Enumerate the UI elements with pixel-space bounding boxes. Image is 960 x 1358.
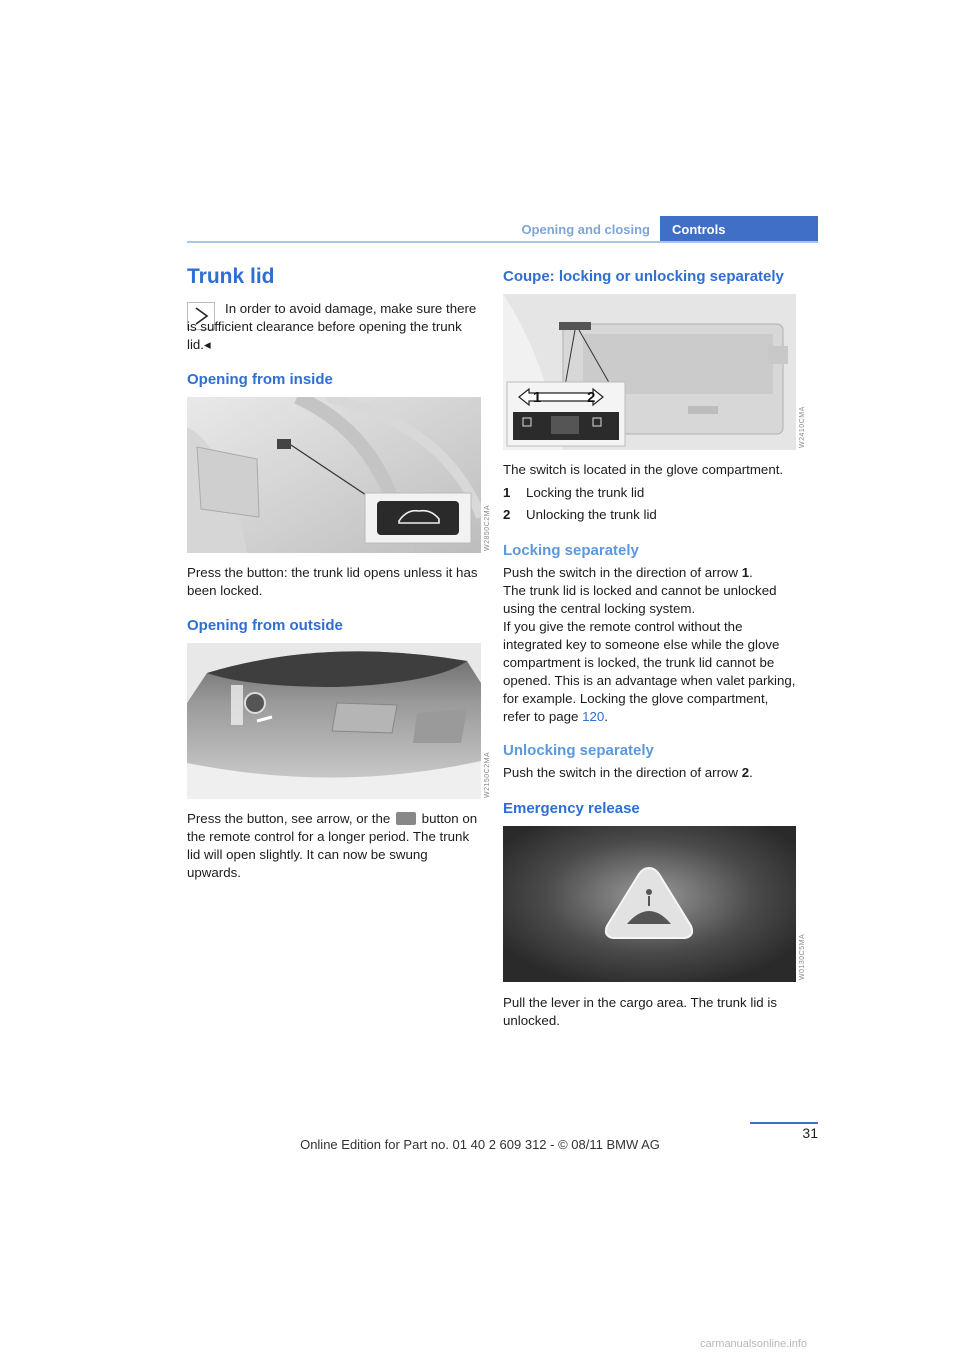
- heading-coupe: Coupe: locking or unlocking separately: [503, 268, 784, 285]
- locking-text: Push the switch in the direction of arrow 1. The trunk lid is locked and cannot be unlocked using the central locking system. If you give the remote control without the integrated key to someone else while the glove compartment is locked, the trunk lid cannot be opened. This is an advantage when valet parking, for example. Locking the glove compartment, refer to page 120.: [503, 565, 796, 724]
- page-number: 31: [802, 1125, 818, 1141]
- figure-inside-button: [187, 397, 481, 553]
- coupe-text: The switch is located in the glove compartment.: [503, 462, 784, 477]
- unlocking-text: Push the switch in the direction of arrow 2.: [503, 765, 753, 780]
- figure-code: W2150C2MA: [484, 751, 491, 798]
- figure-trunk-exterior: [187, 643, 481, 799]
- figure-emergency-release: [503, 826, 796, 982]
- callout-1: 1: [533, 389, 542, 406]
- figure-code: W2850C2MA: [484, 504, 491, 551]
- header-rule: [187, 241, 818, 243]
- coupe-item-2: 2 Unlocking the trunk lid: [503, 507, 657, 522]
- coupe-item-1: 1 Locking the trunk lid: [503, 485, 645, 500]
- callout-2: 2: [587, 389, 596, 406]
- edition-footer: Online Edition for Part no. 01 40 2 609 312 - © 08/11 BMW AG: [300, 1137, 660, 1152]
- running-section-title: Opening and closing: [521, 222, 650, 237]
- heading-unlocking: Unlocking separately: [503, 742, 654, 759]
- footer-rule: [750, 1122, 818, 1124]
- heading-emergency: Emergency release: [503, 800, 640, 817]
- figure-code: W0130C5MA: [799, 933, 806, 980]
- remote-trunk-button-icon: [396, 812, 416, 825]
- page-link[interactable]: 120: [582, 709, 605, 724]
- chapter-tab: Controls: [660, 216, 818, 243]
- heading-locking: Locking separately: [503, 542, 639, 559]
- outside-text: Press the button, see arrow, or the button on the remote control for a longer period. The trunk lid will open slightly. It can now be swung upwards.: [187, 811, 478, 880]
- inside-text: Press the button: the trunk lid opens unless it has been locked.: [187, 565, 478, 598]
- heading-opening-inside: Opening from inside: [187, 371, 333, 388]
- emergency-text: Pull the lever in the cargo area. The trunk lid is unlocked.: [503, 995, 777, 1028]
- page-title: Trunk lid: [187, 265, 275, 288]
- notice-text: In order to avoid damage, make sure there is sufficient clearance before opening the trunk lid.◂: [187, 301, 477, 352]
- watermark: carmanualsonline.info: [700, 1338, 808, 1350]
- figure-code: W2410CMA: [799, 406, 806, 448]
- heading-opening-outside: Opening from outside: [187, 617, 343, 634]
- figure-glove-switch: [503, 294, 796, 450]
